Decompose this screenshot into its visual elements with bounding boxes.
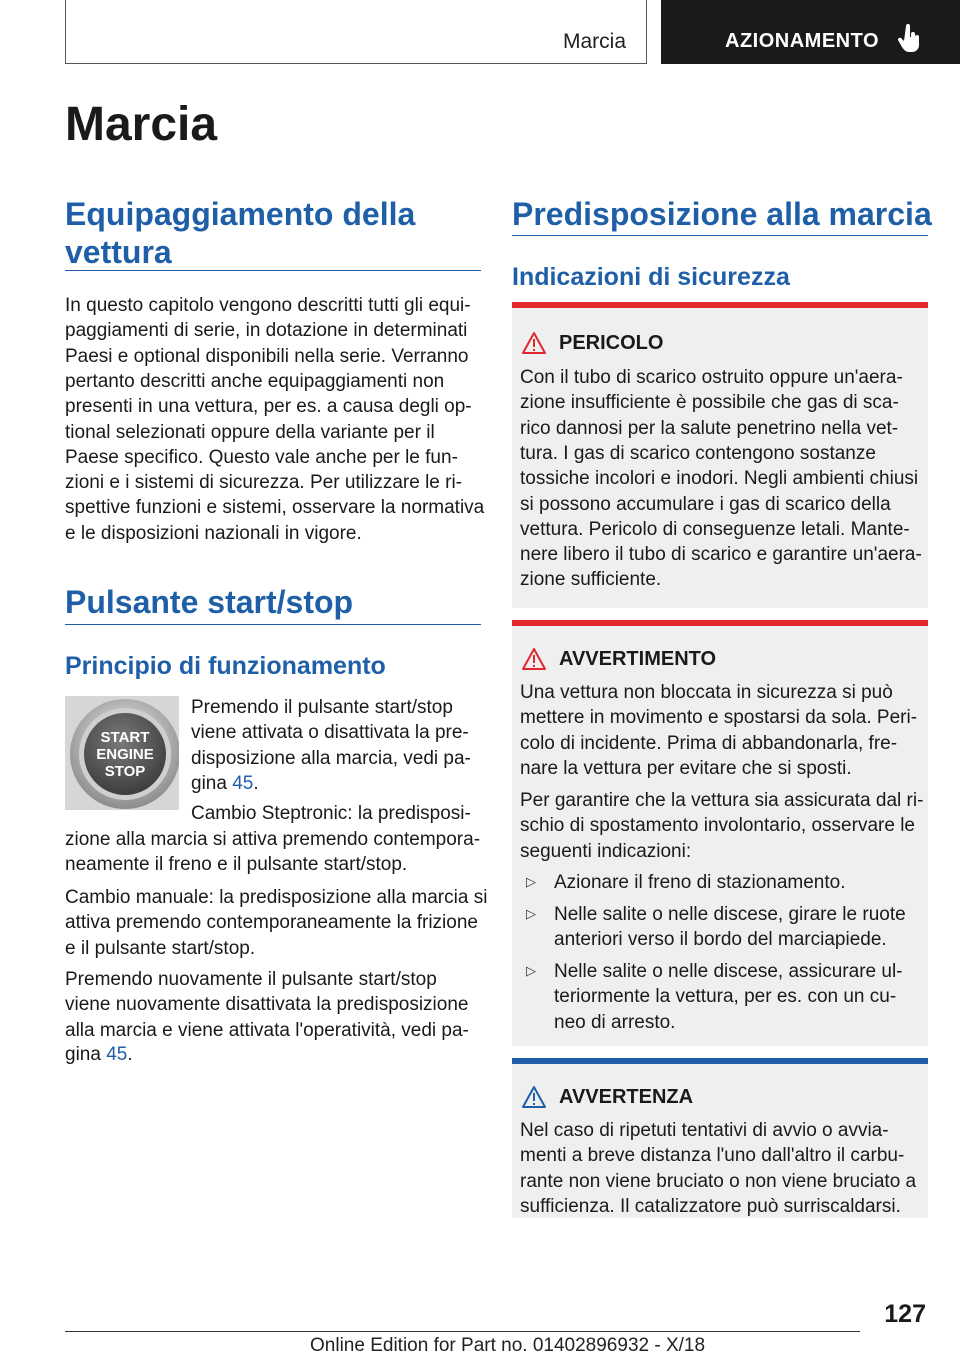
- text-line: zione insufficiente è possibile che gas di sca‐: [520, 392, 899, 414]
- text-line: si possono accumulare i gas di scarico della: [520, 493, 891, 515]
- text-line: colo di incidente. Prima di abbandonarla, fre‐: [520, 732, 898, 754]
- bullet-marker: ▷: [526, 963, 536, 978]
- principle-gina: gina: [191, 773, 233, 794]
- header-section-box: [65, 0, 647, 64]
- principle-end: .: [253, 773, 259, 794]
- text-line: Per garantire che la vettura sia assicurata dal ri‐: [520, 790, 924, 811]
- steptronic-first-line: Cambio Steptronic: la predisposi‐: [191, 803, 471, 824]
- caution-title: AVVERTENZA: [559, 1086, 694, 1108]
- heading-predisposizione: Predisposizione alla marcia: [512, 196, 932, 232]
- bullet-marker: ▷: [526, 874, 536, 889]
- text-line: pertanto descritti anche equipaggiamenti non: [65, 370, 445, 392]
- button-label-start: START: [100, 729, 150, 746]
- heading-equipaggiamento-text: Equipaggiamento della vettura: [65, 196, 416, 270]
- page-link-45[interactable]: 45: [106, 1044, 128, 1065]
- text-line: e il pulsante start/stop.: [65, 937, 256, 959]
- text-line: schio di spostamento involontario, osservare le: [520, 815, 915, 837]
- text-line: rico dannosi per la salute penetrino nella vet‐: [520, 417, 899, 439]
- text-line: paggiamenti di serie, in dotazione in determinati: [65, 320, 468, 342]
- heading-rule: [512, 235, 928, 236]
- button-label-engine: ENGINE: [96, 746, 154, 763]
- text-line: neamente il freno e il pulsante start/stop.: [65, 854, 408, 876]
- text-line: Paesi e optional disponibili nella serie. Verranno: [65, 345, 469, 367]
- text-line: attiva premendo contemporaneamente la frizione: [65, 912, 478, 934]
- footer-rule: [65, 1331, 860, 1332]
- text-line: viene nuovamente disattivata la predisposizione: [65, 994, 469, 1016]
- text-line: In questo capitolo vengono descritti tutti gli equi‐: [65, 295, 471, 316]
- text-line: tossiche incolori e inodori. Negli ambienti chiusi: [520, 468, 919, 490]
- text-line: e le disposizioni nazionali in vigore.: [65, 522, 362, 544]
- bullet-text: Nelle salite o nelle discese, assicurare ul‐: [554, 961, 903, 982]
- heading-sicurezza: Indicazioni di sicurezza: [512, 263, 790, 291]
- danger-box: [512, 302, 928, 608]
- text-line: tura. I gas di scarico contengono sostanze: [520, 442, 876, 464]
- header-chapter-title: AZIONAMENTO: [725, 30, 880, 52]
- bullet-text: teriormente la vettura, per es. con un cu‐: [554, 986, 897, 1008]
- danger-bar: [512, 302, 928, 308]
- text-line: nere libero il tubo di scarico e garantire un'aera‐: [520, 544, 922, 566]
- text-line: alla marcia e viene attivata l'operatività, vedi pa‐: [65, 1019, 469, 1041]
- principle-page-ref: [191, 771, 259, 796]
- text-line: presenti in una vettura, per es. a causa degli op‐: [65, 396, 472, 418]
- heading-rule: [65, 270, 481, 271]
- bullet-text: Nelle salite o nelle discese, girare le ruote: [554, 904, 906, 925]
- footer-edition: Online Edition for Part no. 01402896932 - X/18: [310, 1335, 706, 1356]
- warning-bar: [512, 620, 928, 626]
- text-line: seguenti indicazioni:: [520, 840, 692, 862]
- text-line: viene attivata o disattivata la pre‐: [191, 722, 469, 744]
- heading-rule: [65, 624, 481, 625]
- bullet-text: neo di arresto.: [554, 1011, 676, 1033]
- text-line: nare la vettura per evitare che si sposti.: [520, 757, 852, 779]
- text-line: Una vettura non bloccata in sicurezza si può: [520, 682, 893, 703]
- button-label-stop: STOP: [104, 763, 146, 780]
- text-line: zione alla marcia si attiva premendo contempora‐: [65, 829, 481, 850]
- header-chapter-tab: [661, 0, 960, 64]
- heading-principio: Principio di funzionamento: [65, 652, 386, 680]
- text-line: mettere in movimento e spostarsi da sola. Peri‐: [520, 707, 918, 729]
- warning-triangle-icon: [521, 1085, 547, 1109]
- text-line: sufficienza. Il catalizzatore può surriscaldarsi.: [520, 1195, 901, 1217]
- bullet-marker: ▷: [526, 906, 536, 921]
- text-line: zione sufficiente.: [520, 569, 662, 591]
- heading-equipaggiamento: [65, 195, 465, 271]
- text-line: rante non viene bruciato o non viene bruciato a: [520, 1170, 917, 1192]
- hand-pointer-icon: [897, 24, 923, 54]
- again-gina: gina: [65, 1044, 107, 1065]
- warning-box: [512, 620, 928, 1046]
- text-line: zioni e i sistemi di sicurezza. Per utilizzare le ri‐: [65, 472, 463, 494]
- text-line: spettive funzioni e sistemi, osservare la normativa: [65, 497, 485, 519]
- start-stop-button-image: [65, 696, 179, 810]
- bullet-text: anteriori verso il bordo del marciapiede.: [554, 929, 887, 951]
- page-number: 127: [884, 1300, 926, 1328]
- text-line: Con il tubo di scarico ostruito oppure un'aera‐: [520, 367, 903, 388]
- text-line: menti a breve distanza l'uno dall'altro il carbu‐: [520, 1145, 905, 1167]
- page-link-45[interactable]: 45: [232, 773, 254, 794]
- caution-bar: [512, 1058, 928, 1064]
- again-page-ref: [65, 1042, 133, 1067]
- text-line: Nel caso di ripetuti tentativi di avvio o avvia‐: [520, 1120, 889, 1141]
- header-section-title: Marcia: [562, 30, 626, 53]
- text-line: Paese specifico. Questo vale anche per le fun‐: [65, 446, 458, 468]
- again-end: .: [127, 1044, 133, 1065]
- text-line: Cambio manuale: la predisposizione alla marcia si: [65, 887, 488, 908]
- text-line: tional selezionati oppure della variante per il: [65, 421, 435, 443]
- warning-triangle-icon: [521, 331, 547, 355]
- warning-triangle-icon: [521, 647, 547, 671]
- text-line: Premendo nuovamente il pulsante start/stop: [65, 969, 437, 990]
- danger-title: PERICOLO: [559, 332, 664, 354]
- text-line: Premendo il pulsante start/stop: [191, 697, 453, 718]
- text-line: disposizione alla marcia, vedi pa‐: [191, 747, 471, 769]
- warning-title: AVVERTIMENTO: [559, 648, 717, 670]
- bullet-text: Azionare il freno di stazionamento.: [554, 872, 846, 893]
- caution-box: [512, 1058, 928, 1218]
- heading-pulsante: Pulsante start/stop: [65, 584, 354, 620]
- text-line: vettura. Pericolo di conseguenze letali. Mante‐: [520, 518, 910, 540]
- page-title: Marcia: [65, 98, 218, 151]
